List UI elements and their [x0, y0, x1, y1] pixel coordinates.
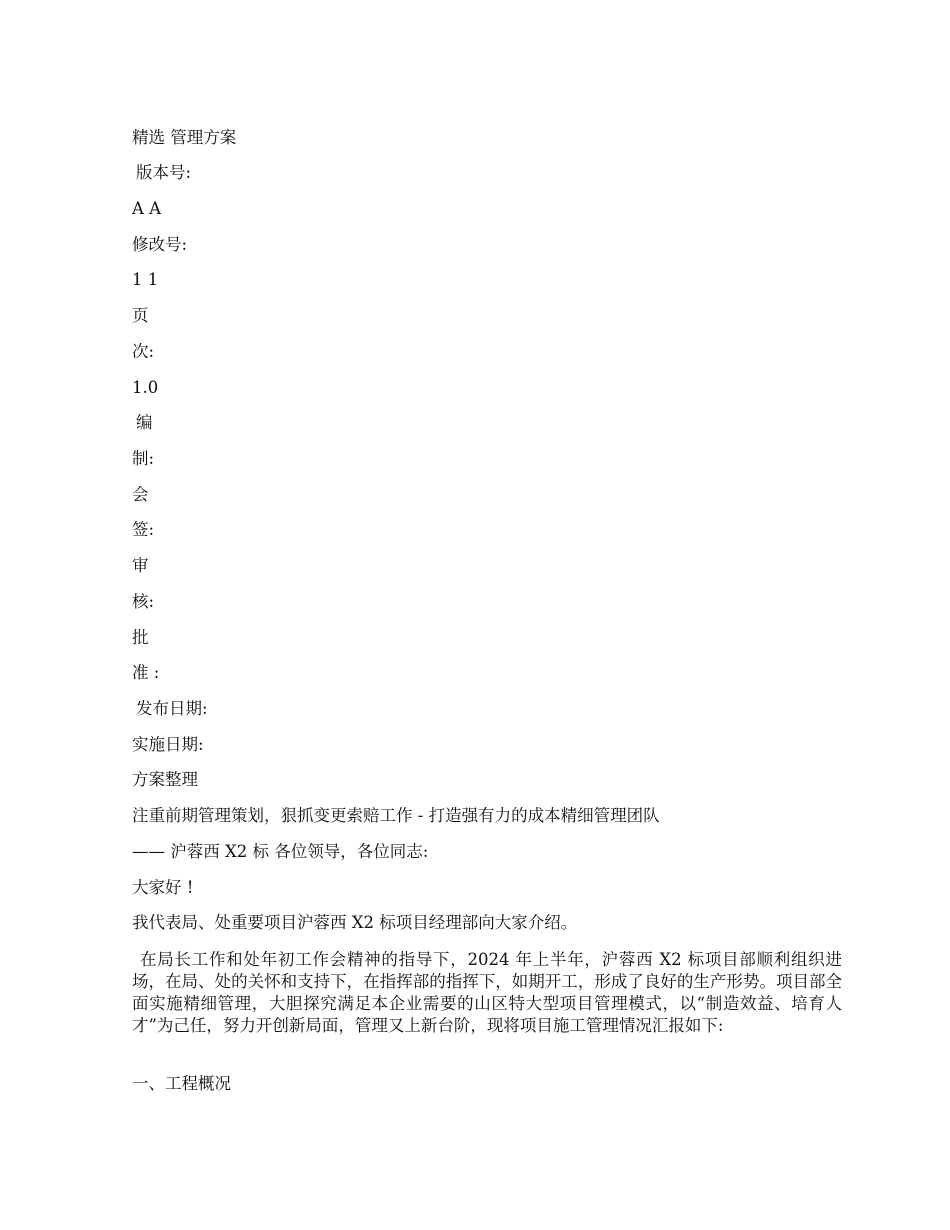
review-label-1: 审: [132, 556, 149, 575]
revision-value: 1 1: [132, 270, 159, 289]
countersign-label-2: 签:: [132, 520, 155, 539]
doc-title: 精选 管理方案: [132, 128, 237, 147]
main-title: 注重前期管理策划，狠抓变更索赔工作 - 打造强有力的成本精细管理团队: [132, 806, 660, 825]
review-label-2: 核:: [132, 592, 155, 611]
compile-label-2: 制:: [132, 449, 155, 468]
revision-label: 修改号:: [132, 235, 188, 254]
subtitle-line: —— 沪蓉西 X2 标 各位领导，各位同志:: [132, 842, 429, 861]
countersign-label-1: 会: [132, 485, 149, 504]
approve-label-2: 准 :: [132, 663, 160, 682]
approve-label-1: 批: [132, 628, 149, 647]
version-label: 版本号:: [136, 163, 192, 182]
organize-label: 方案整理: [132, 770, 198, 789]
intro-line: 我代表局、处重要项目沪蓉西 X2 标项目经理部向大家介绍。: [132, 913, 578, 932]
release-date-label: 发布日期:: [136, 699, 208, 718]
page-label-1: 页: [132, 306, 149, 325]
report-paragraph: 在局长工作和处年初工作会精神的指导下，2024 年上半年，沪蓉西 X2 标项目部顺利组织进场，在局、处的关怀和支持下，在指挥部的指挥下，如期开工，形成了良好的生产形势。项目部全面实施精细管理，大胆探究满足本企业需要的山区特大型项目管理模式，以“制造效益、培育人才”为己任，努力开创新局面，管理又上新台阶，现将项目施工管理情况汇报如下:: [132, 950, 842, 1035]
page-label-2: 次:: [132, 342, 155, 361]
implement-date-label: 实施日期:: [132, 735, 204, 754]
page-value: 1.0: [132, 378, 159, 397]
greeting: 大家好 !: [132, 878, 194, 897]
version-value: A A: [132, 199, 162, 218]
compile-label-1: 编: [136, 413, 153, 432]
section-heading: 一、工程概况: [132, 1074, 231, 1093]
